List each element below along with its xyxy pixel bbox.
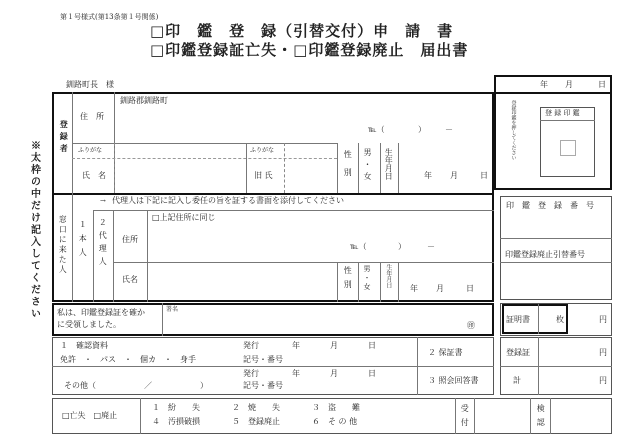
date-year: 年 bbox=[540, 80, 548, 89]
registrant-month: 月 bbox=[450, 171, 458, 180]
registrant-day: 日 bbox=[480, 171, 488, 180]
issue-day-1: 日 bbox=[368, 341, 376, 350]
agent-note: 代理人は下記に記入し委任の旨を証する書面を添付してください bbox=[112, 196, 344, 205]
record-label-1: 記号・番号 bbox=[243, 355, 283, 364]
issue-label-1: 発行 bbox=[243, 341, 259, 350]
cert-label: 証明書 bbox=[506, 315, 530, 324]
issue-year-2: 年 bbox=[292, 369, 300, 378]
window-agent-label: ２代理人 bbox=[98, 218, 108, 270]
reasons-checks[interactable]: □亡失 □廃止 bbox=[62, 411, 118, 420]
window-day: 日 bbox=[466, 284, 474, 293]
receipt-sign-label: 署名 bbox=[166, 306, 179, 313]
total-label: 計 bbox=[513, 376, 521, 385]
registrant-birth-label: 生年月日 bbox=[384, 148, 394, 180]
registrant-sex-label: 性別 bbox=[343, 150, 353, 186]
inquiry-label: ３ 照会回答書 bbox=[428, 376, 479, 385]
inspect-stamp-label: 検認 bbox=[536, 404, 546, 432]
registrant-furigana-label: ふりがな bbox=[78, 147, 103, 154]
title-line1: □印 鑑 登 録（引替交付）申 請 書 bbox=[150, 22, 454, 40]
issue-year-1: 年 bbox=[292, 341, 300, 350]
cert-count: 枚 bbox=[556, 315, 564, 324]
verification-items: 免許 ・ パス ・ 個カ ・ 身手 bbox=[60, 355, 196, 364]
reason-2: ２ 焼 失 bbox=[232, 403, 280, 412]
registrant-tel-dash: － bbox=[445, 125, 453, 134]
window-address-label: 住所 bbox=[122, 235, 138, 244]
window-tel-dash: － bbox=[427, 242, 435, 251]
reg-cert-yen: 円 bbox=[599, 348, 607, 357]
total-yen: 円 bbox=[599, 376, 607, 385]
record-label-2: 記号・番号 bbox=[243, 381, 283, 390]
seal-stamp-square bbox=[560, 140, 576, 156]
issue-label-2: 発行 bbox=[243, 369, 259, 378]
issue-month-1: 月 bbox=[330, 341, 338, 350]
form-code: 第１号様式(第13条第１号関係) bbox=[60, 13, 159, 21]
reg-number-label: 印 鑑 登 録 番 号 bbox=[506, 201, 594, 210]
receipt-seal-mark: ㊞ bbox=[467, 321, 475, 330]
issue-month-2: 月 bbox=[330, 369, 338, 378]
reg-abolish-label: 印鑑登録廃止引替番号 bbox=[505, 250, 585, 259]
window-name-label: 氏名 bbox=[122, 275, 138, 284]
title-line2: □印鑑登録証亡失・□印鑑登録廃止 届出書 bbox=[150, 41, 469, 59]
window-tel-label: ℡（ bbox=[350, 242, 367, 251]
window-sex-label: 性別 bbox=[343, 266, 353, 294]
reg-cert-label: 登録証 bbox=[506, 348, 530, 357]
same-address-check[interactable]: □上記住所に同じ bbox=[152, 213, 216, 222]
cert-yen: 円 bbox=[599, 315, 607, 324]
issue-day-2: 日 bbox=[368, 369, 376, 378]
window-self-label: １本人 bbox=[78, 220, 88, 262]
reason-1: １ 紛 失 bbox=[152, 403, 200, 412]
receipt-text-2: に受領しました。 bbox=[57, 320, 121, 329]
registrant-label: 登録者 bbox=[59, 120, 70, 156]
registrant-tel-close: ） bbox=[418, 125, 426, 134]
date-day: 日 bbox=[598, 80, 606, 89]
side-note: ※太枠の中だけ記入してください bbox=[28, 140, 40, 320]
reg-number-block bbox=[500, 196, 612, 300]
registrant-name-label: 氏 名 bbox=[82, 171, 106, 180]
receipt-text-1: 私は、印鑑登録証を確か bbox=[57, 308, 145, 317]
guarantee-label: ２ 保証書 bbox=[428, 348, 463, 357]
window-tel-close: ） bbox=[398, 242, 406, 251]
window-birth-label: 生年月日 bbox=[384, 264, 392, 288]
window-year: 年 bbox=[410, 284, 418, 293]
window-sex-options: 男・女 bbox=[363, 265, 371, 292]
window-label: 窓口に来た人 bbox=[58, 215, 68, 275]
registrant-sex-options: 男・女 bbox=[363, 148, 372, 184]
registrant-address-value: 釧路郡釧路町 bbox=[120, 96, 168, 105]
reason-3: ３ 盗 難 bbox=[312, 403, 360, 412]
registrant-year: 年 bbox=[424, 171, 432, 180]
registrant-address-label: 住 所 bbox=[80, 112, 104, 121]
reason-4: ４ 汚損破損 bbox=[152, 417, 200, 426]
seal-label: 登 録 印 鑑 bbox=[545, 109, 580, 117]
seal-vertical-note: 登録印鑑を押してください bbox=[510, 100, 517, 160]
registrant-furigana2-label: ふりがな bbox=[250, 147, 275, 154]
reason-5: ５ 登録廃止 bbox=[232, 417, 280, 426]
receipt-stamp-label: 受付 bbox=[460, 404, 470, 432]
agent-arrow: → bbox=[100, 197, 106, 205]
registrant-tel-label: ℡（ bbox=[368, 125, 385, 134]
reason-6: ６ そ の 他 bbox=[312, 417, 358, 426]
registrant-old-name-label: 旧 氏 bbox=[254, 171, 273, 180]
verification-heading: １ 確認資料 bbox=[60, 341, 108, 350]
addressee: 釧路町長 様 bbox=[66, 80, 114, 89]
date-month: 月 bbox=[565, 80, 573, 89]
verification-other: その他（ ／ ） bbox=[64, 381, 208, 390]
window-month: 月 bbox=[436, 284, 444, 293]
